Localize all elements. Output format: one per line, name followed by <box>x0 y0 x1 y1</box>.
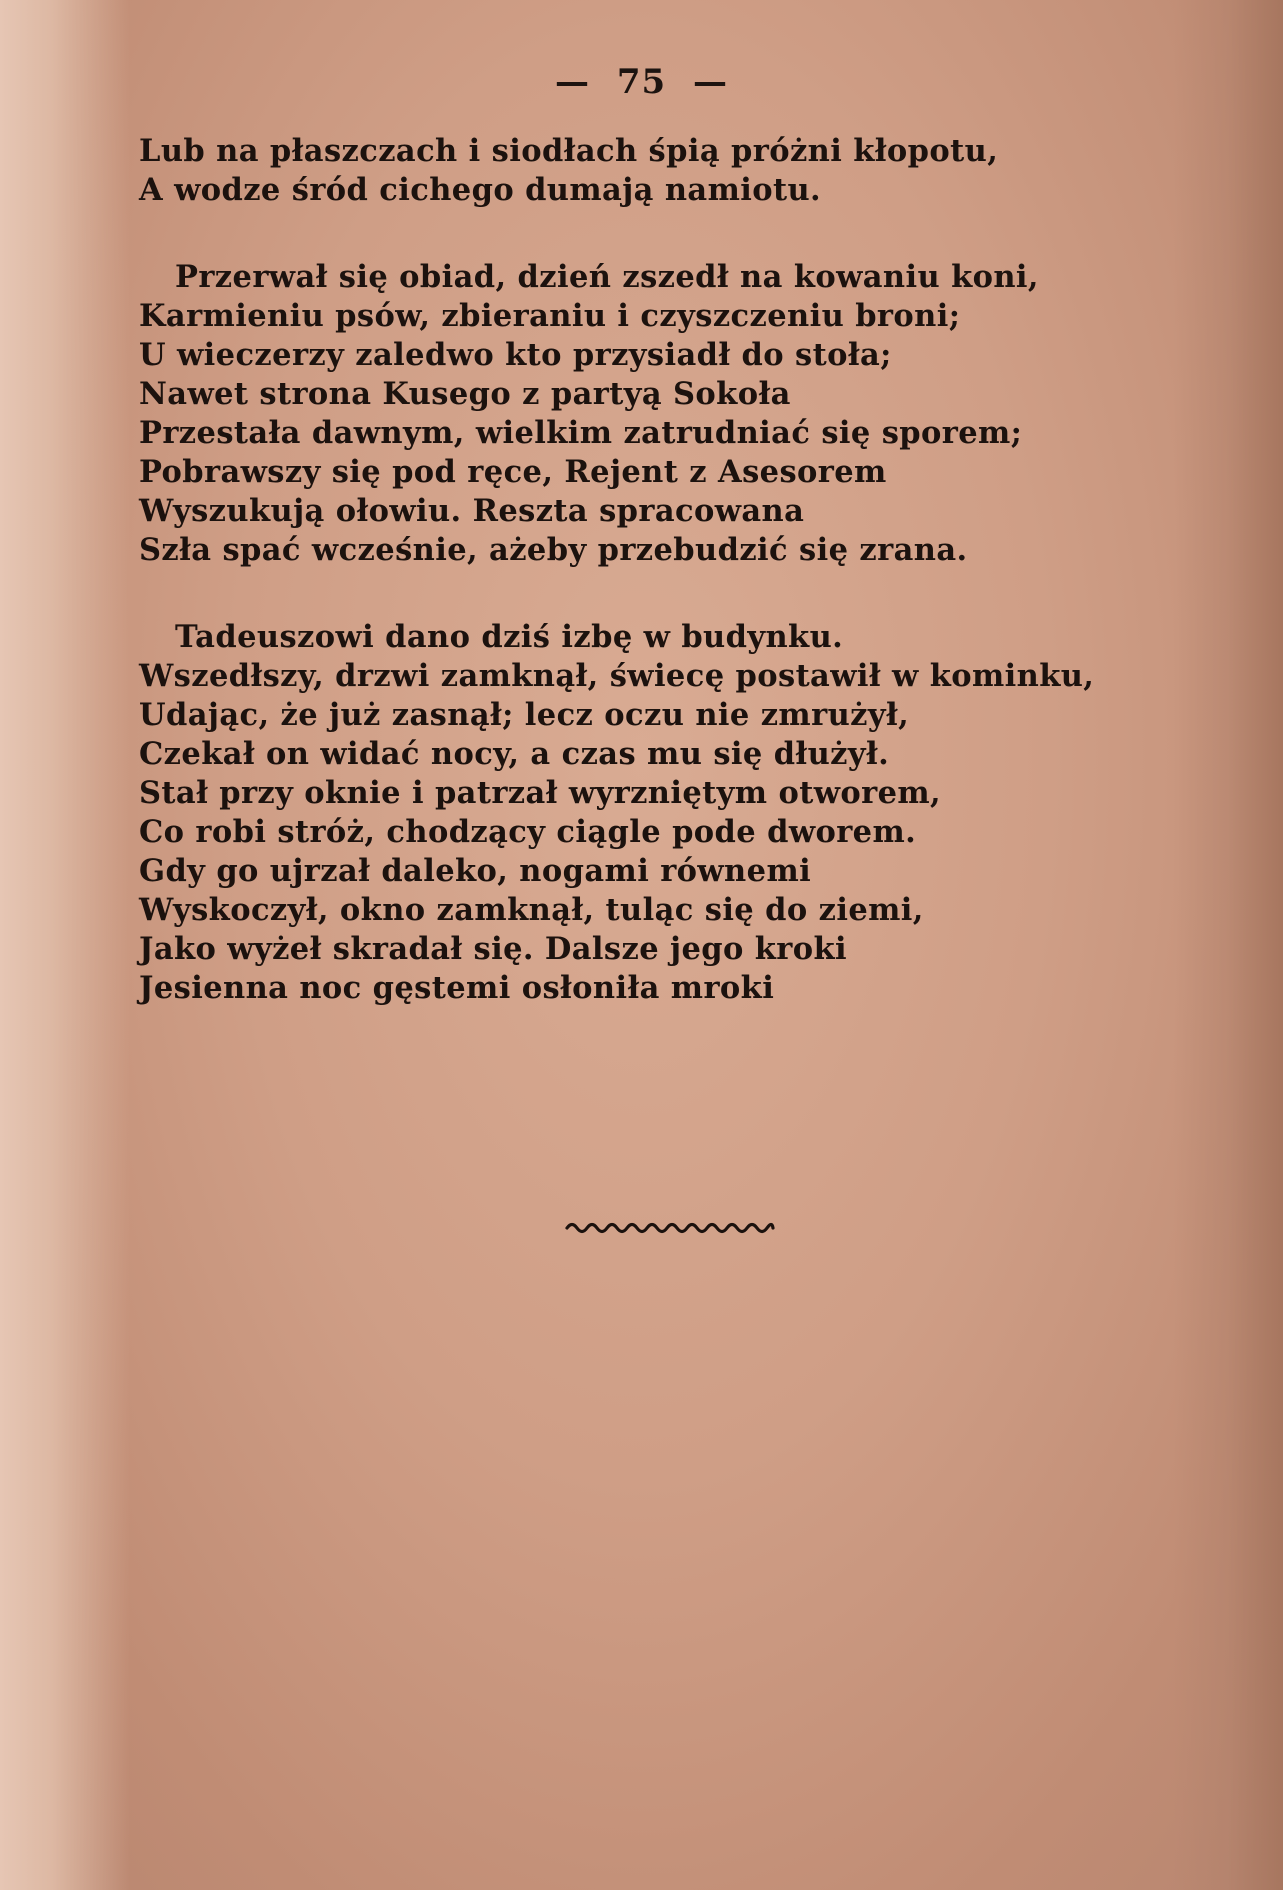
verse-line: Nawet strona Kusego z partyą Sokoła <box>139 376 791 412</box>
verse-line: A wodze śród cichego dumają namiotu. <box>139 172 822 208</box>
verse-line: Wyskoczył, okno zamknął, tuląc się do ziemi, <box>139 892 924 928</box>
verse-line: Lub na płaszczach i siodłach śpią próżni kłopotu, <box>139 133 999 169</box>
verse-line: Wyszukują ołowiu. Reszta spracowana <box>139 493 805 529</box>
verse-line: Przerwał się obiad, dzień zszedł na kowaniu koni, <box>175 259 1039 295</box>
stanza <box>139 618 1219 1008</box>
verse-line: U wieczerzy zaledwo kto przysiadł do stoła; <box>139 337 892 373</box>
stanza <box>139 132 1219 210</box>
verse-line: Co robi stróż, chodzący ciągle pode dworem. <box>139 814 917 850</box>
verse-line: Stał przy oknie i patrzał wyrzniętym otworem, <box>139 775 942 811</box>
verse-line: Szła spać wcześnie, ażeby przebudzić się zrana. <box>139 532 968 568</box>
stanza <box>139 258 1219 570</box>
verse-line: Udając, że już zasnął; lecz oczu nie zmrużył, <box>139 697 910 733</box>
page-number: 75 <box>616 62 667 102</box>
header-dash-left: — <box>554 62 590 102</box>
header-dash-right: — <box>693 62 728 102</box>
verse-line: Pobrawszy się pod ręce, Rejent z Asesorem <box>139 454 887 490</box>
wavy-rule-ornament <box>565 1218 775 1234</box>
verse-line: Czekał on widać nocy, a czas mu się dłużył. <box>139 736 890 772</box>
verse-line: Tadeuszowi dano dziś izbę w budynku. <box>175 619 844 655</box>
page-edge-shadow <box>0 0 130 1890</box>
verse-line: Jesienna noc gęstemi osłoniła mroki <box>139 970 775 1006</box>
verse-line: Karmieniu psów, zbieraniu i czyszczeniu broni; <box>139 298 961 334</box>
page-header <box>0 62 1283 102</box>
verse-line: Jako wyżeł skradał się. Dalsze jego kroki <box>139 931 848 967</box>
verse-line: Wszedłszy, drzwi zamknął, świecę postawił w kominku, <box>139 658 1095 694</box>
verse-line: Gdy go ujrzał daleko, nogami równemi <box>139 853 812 889</box>
verse-line: Przestała dawnym, wielkim zatrudniać się sporem; <box>139 415 1023 451</box>
poem-text <box>139 132 1219 1056</box>
